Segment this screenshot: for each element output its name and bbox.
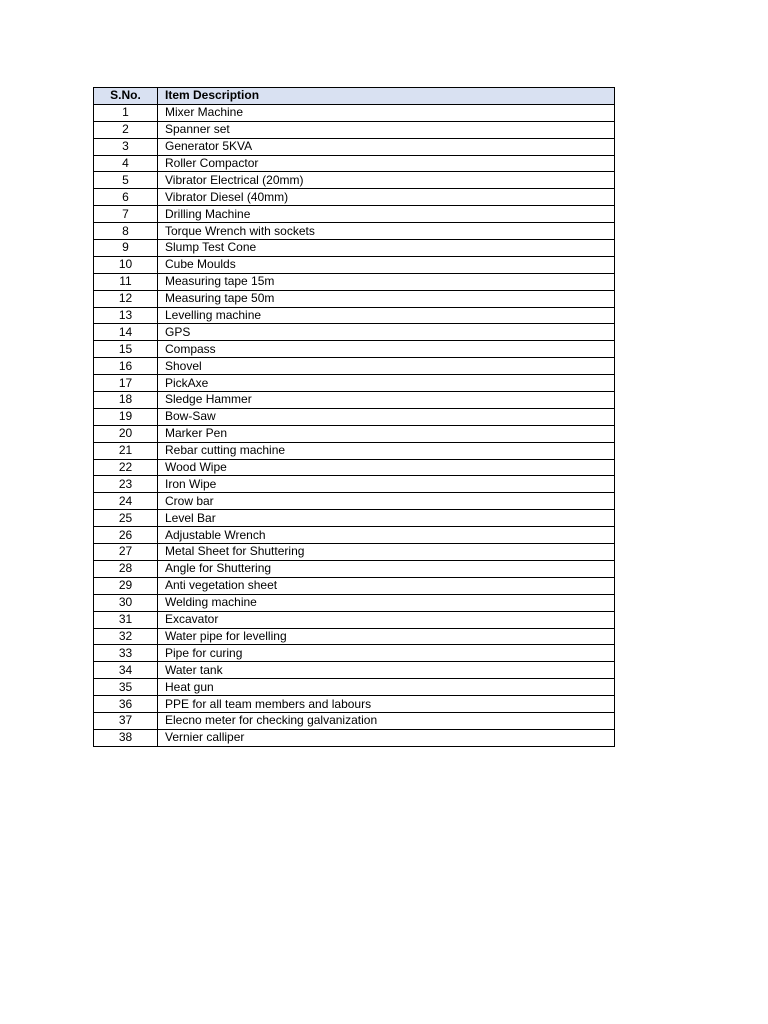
cell-item-description: Sledge Hammer	[158, 392, 615, 409]
cell-sno: 35	[94, 679, 158, 696]
cell-item-description: Metal Sheet for Shuttering	[158, 544, 615, 561]
cell-item-description: Spanner set	[158, 121, 615, 138]
cell-item-description: PPE for all team members and labours	[158, 696, 615, 713]
table-row	[94, 256, 615, 273]
cell-item-description: Measuring tape 50m	[158, 290, 615, 307]
table-row	[94, 560, 615, 577]
cell-sno: 13	[94, 307, 158, 324]
table-row	[94, 121, 615, 138]
table-row	[94, 290, 615, 307]
table-row	[94, 696, 615, 713]
cell-item-description: Angle for Shuttering	[158, 560, 615, 577]
cell-sno: 33	[94, 645, 158, 662]
table-row	[94, 425, 615, 442]
table-row	[94, 628, 615, 645]
cell-item-description: PickAxe	[158, 375, 615, 392]
cell-item-description: Roller Compactor	[158, 155, 615, 172]
cell-sno: 6	[94, 189, 158, 206]
cell-sno: 5	[94, 172, 158, 189]
table-row	[94, 206, 615, 223]
cell-sno: 7	[94, 206, 158, 223]
cell-sno: 3	[94, 138, 158, 155]
table-row	[94, 273, 615, 290]
cell-sno: 29	[94, 577, 158, 594]
table-row	[94, 324, 615, 341]
table-row	[94, 392, 615, 409]
cell-item-description: Wood Wipe	[158, 459, 615, 476]
table-row	[94, 138, 615, 155]
cell-item-description: Level Bar	[158, 510, 615, 527]
table-row	[94, 155, 615, 172]
cell-item-description: Rebar cutting machine	[158, 442, 615, 459]
cell-item-description: Welding machine	[158, 594, 615, 611]
cell-sno: 19	[94, 408, 158, 425]
table-row	[94, 240, 615, 257]
table-row	[94, 662, 615, 679]
table-row	[94, 594, 615, 611]
table-row	[94, 459, 615, 476]
cell-sno: 9	[94, 240, 158, 257]
cell-sno: 23	[94, 476, 158, 493]
table-row	[94, 223, 615, 240]
table-row	[94, 104, 615, 121]
table-row	[94, 527, 615, 544]
cell-sno: 2	[94, 121, 158, 138]
cell-item-description: Vibrator Diesel (40mm)	[158, 189, 615, 206]
cell-item-description: Vibrator Electrical (20mm)	[158, 172, 615, 189]
cell-item-description: Measuring tape 15m	[158, 273, 615, 290]
cell-sno: 37	[94, 712, 158, 729]
cell-sno: 38	[94, 729, 158, 746]
cell-item-description: Mixer Machine	[158, 104, 615, 121]
cell-sno: 15	[94, 341, 158, 358]
cell-sno: 4	[94, 155, 158, 172]
cell-item-description: Crow bar	[158, 493, 615, 510]
table-row	[94, 577, 615, 594]
cell-sno: 11	[94, 273, 158, 290]
cell-sno: 21	[94, 442, 158, 459]
cell-item-description: Shovel	[158, 358, 615, 375]
cell-sno: 17	[94, 375, 158, 392]
cell-sno: 14	[94, 324, 158, 341]
cell-item-description: Pipe for curing	[158, 645, 615, 662]
table-row	[94, 189, 615, 206]
table-row	[94, 341, 615, 358]
cell-item-description: Anti vegetation sheet	[158, 577, 615, 594]
table-row	[94, 375, 615, 392]
table-row	[94, 442, 615, 459]
cell-sno: 12	[94, 290, 158, 307]
table-row	[94, 729, 615, 746]
table-row	[94, 493, 615, 510]
cell-item-description: Elecno meter for checking galvanization	[158, 712, 615, 729]
cell-item-description: Iron Wipe	[158, 476, 615, 493]
cell-sno: 32	[94, 628, 158, 645]
cell-item-description: Vernier calliper	[158, 729, 615, 746]
cell-sno: 25	[94, 510, 158, 527]
cell-item-description: Slump Test Cone	[158, 240, 615, 257]
header-item-description: Item Description	[158, 88, 615, 105]
item-table	[93, 87, 615, 747]
table-row	[94, 544, 615, 561]
table-row	[94, 712, 615, 729]
cell-sno: 36	[94, 696, 158, 713]
cell-item-description: Compass	[158, 341, 615, 358]
cell-sno: 24	[94, 493, 158, 510]
cell-sno: 10	[94, 256, 158, 273]
cell-item-description: Torque Wrench with sockets	[158, 223, 615, 240]
cell-sno: 18	[94, 392, 158, 409]
cell-sno: 16	[94, 358, 158, 375]
table-row	[94, 510, 615, 527]
cell-sno: 1	[94, 104, 158, 121]
table-row	[94, 679, 615, 696]
cell-sno: 30	[94, 594, 158, 611]
cell-item-description: Water pipe for levelling	[158, 628, 615, 645]
header-sno: S.No.	[94, 88, 158, 105]
cell-item-description: Excavator	[158, 611, 615, 628]
cell-item-description: Cube Moulds	[158, 256, 615, 273]
cell-sno: 28	[94, 560, 158, 577]
cell-sno: 27	[94, 544, 158, 561]
table-row	[94, 476, 615, 493]
table-row	[94, 645, 615, 662]
cell-item-description: Drilling Machine	[158, 206, 615, 223]
cell-sno: 31	[94, 611, 158, 628]
cell-item-description: Adjustable Wrench	[158, 527, 615, 544]
table-row	[94, 172, 615, 189]
cell-item-description: GPS	[158, 324, 615, 341]
table-row	[94, 611, 615, 628]
cell-sno: 8	[94, 223, 158, 240]
table-header-row	[94, 88, 615, 105]
table-row	[94, 358, 615, 375]
cell-item-description: Bow-Saw	[158, 408, 615, 425]
table-body	[94, 104, 615, 746]
cell-sno: 34	[94, 662, 158, 679]
cell-sno: 22	[94, 459, 158, 476]
cell-item-description: Generator 5KVA	[158, 138, 615, 155]
table-row	[94, 307, 615, 324]
cell-sno: 20	[94, 425, 158, 442]
cell-item-description: Heat gun	[158, 679, 615, 696]
table-row	[94, 408, 615, 425]
cell-sno: 26	[94, 527, 158, 544]
cell-item-description: Marker Pen	[158, 425, 615, 442]
cell-item-description: Water tank	[158, 662, 615, 679]
cell-item-description: Levelling machine	[158, 307, 615, 324]
